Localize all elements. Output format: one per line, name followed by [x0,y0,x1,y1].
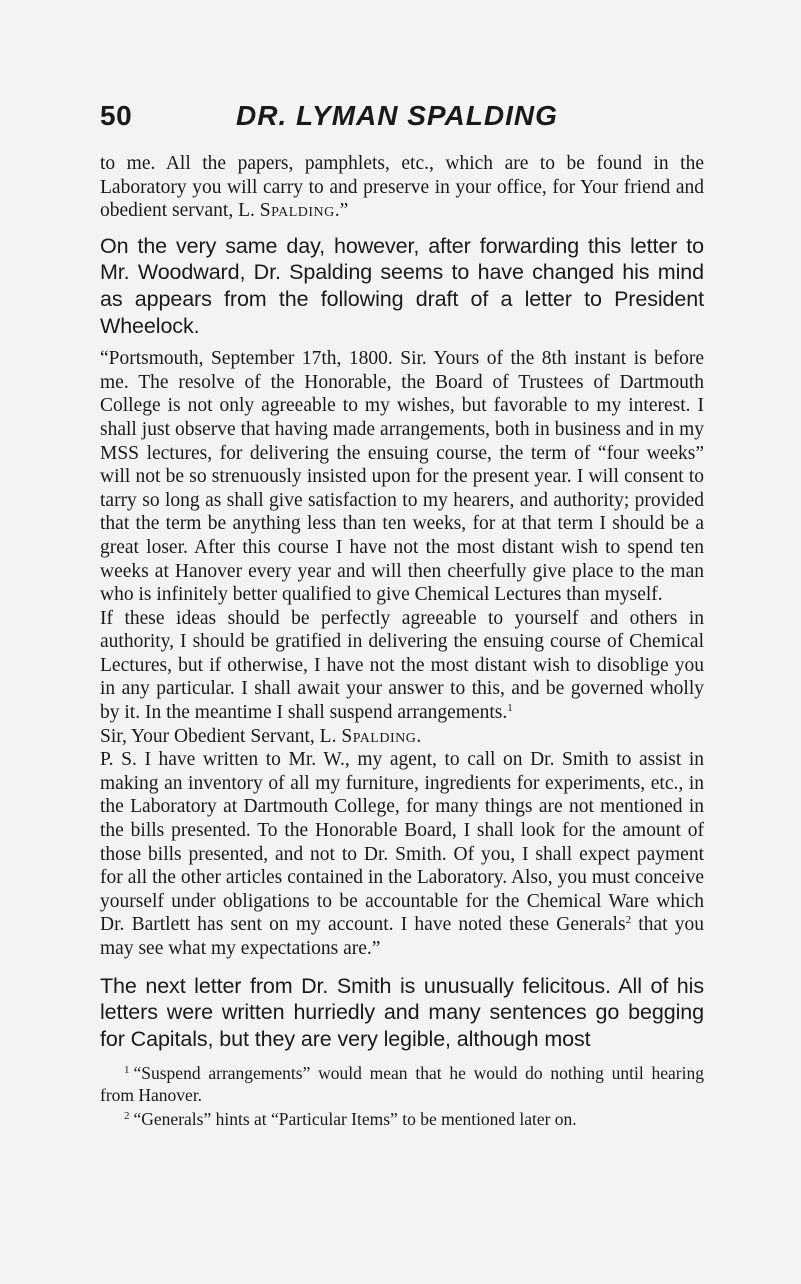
running-head: DR. LYMAN SPALDING [236,100,558,131]
paragraph-postscript: P. S. I have written to Mr. W., my agent, to call on Dr. Smith to assist in making an inventory of all my furniture, ingredients for experiments, etc., in the Laboratory at Dartmouth College, for many things are not mentioned in the bills presented. To the Honorable Board, I shall look for the amount of those bills presented, and not to Dr. Smith. Of you, I shall expect payment for all the other articles contained in the Laboratory. Also, you must conceive yourself under obligations to be accountable for the Chemical Ware which Dr. Bartlett has sent on my account. I have noted these Generals$^2$ that you may see what my expectations are.” [100,749,704,959]
footnote-1: $^1$ “Suspend arrangements” would mean that he would do nothing until hearing from Hanover. [100,1063,704,1105]
paragraph-narrative-intro: On the very same day, however, after forwarding this letter to Mr. Woodward, Dr. Spalding seems to have changed his mind as appears from the following draft of a letter to President Wheelock. [100,233,704,338]
paragraph-letter-close: to me. All the papers, pamphlets, etc., which are to be found in the Laboratory you will carry to and preserve in your office, for Your friend and obedient servant, L. Spalding.” [100,153,704,222]
paragraph-letter-body: “Portsmouth, September 17th, 1800. Sir. Yours of the 8th instant is before me. The resolve of the Honorable, the Board of Trustees of Dartmouth College is not only agreeable to my wishes, but favorable to my interest. I shall just observe that having made arrangements, both in business and in my MSS lectures, for delivering the ensuing course, the term of “four weeks” will not be so strenuously insisted upon for the present year. I will consent to tarry so long as shall give satisfaction to my hearers, and authority; provided that the term be anything less than ten weeks, for at that term I should be a great loser. After this course I have not the most distant wish to spend ten weeks at Hanover every year and will then cheerfully give place to the man who is infinitely better qualified to give Chemical Lectures than myself. [100,348,704,606]
footnote-ref-1: 1 [507,702,513,715]
page-number: 50 [100,100,133,131]
paragraph-narrative-next-letter: The next letter from Dr. Smith is unusually felicitous. All of his letters were written hurriedly and many sentences go begging for Capitals, but they are very legible, although most [100,973,704,1051]
footnote-ref-2: 2 [625,914,632,927]
footnotes [100,1060,704,1131]
page-header [100,100,700,140]
page-body [100,152,704,1131]
paragraph-letter-request: If these ideas should be perfectly agreeable to yourself and others in authority, I should be gratified in delivering the ensuing course of Chemical Lectures, but if otherwise, I have not the most distant wish to disoblige you in any particular. I shall await your answer to this, and be governed wholly by it. In the meantime I shall suspend arrangements.$^1$ [100,607,704,724]
paragraph-letter-signature: Sir, Your Obedient Servant, L. Spalding. [100,725,422,747]
footnote-2: $^2$ “Generals” hints at “Particular Items” to be mentioned later on. [124,1109,577,1130]
